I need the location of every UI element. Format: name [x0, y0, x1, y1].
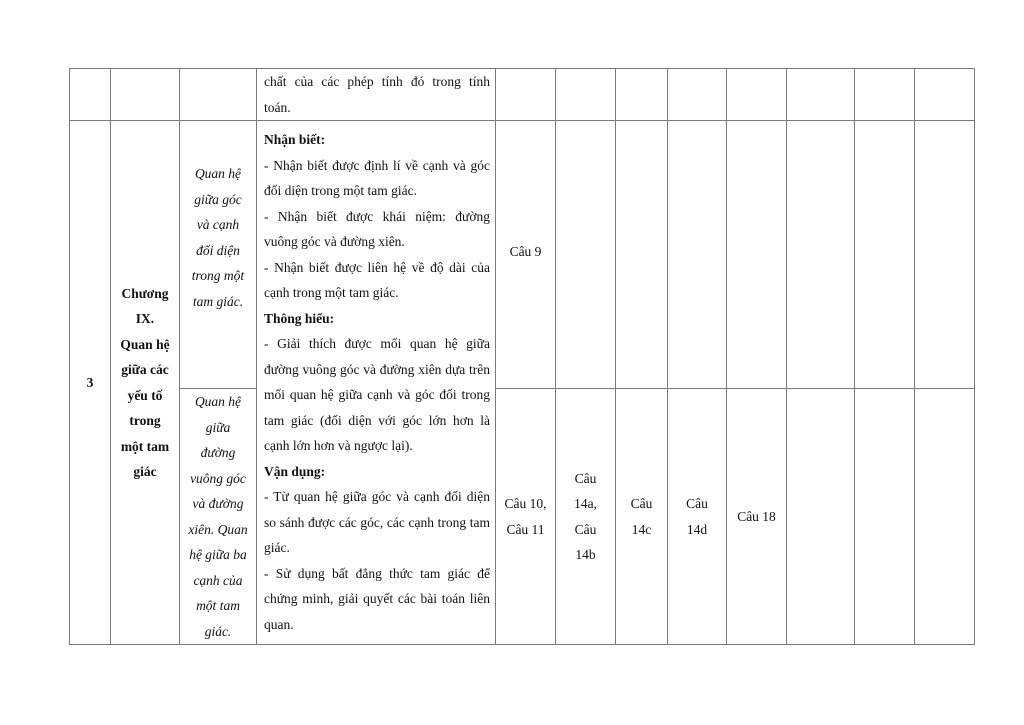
matrix-table	[69, 68, 975, 645]
topic-line: Quan hệ	[194, 394, 242, 409]
cell-empty	[668, 69, 727, 121]
chapter-line: yếu tố	[127, 387, 163, 403]
cell-stt: 3	[70, 121, 111, 645]
topic-line: và đường	[192, 496, 244, 511]
question-line: Câu	[574, 521, 597, 537]
cell-empty	[496, 69, 556, 121]
content-item: - Giải thích được mối quan hệ giữa đường vuông góc và đường xiên dựa trên mối quan hệ giữa cạnh và góc đối trong tam giác (đối diện với góc lớn hơn là cạnh lớn hơn và ngược lại).	[264, 336, 490, 453]
cell-empty	[556, 121, 616, 389]
question-line: 14c	[631, 521, 652, 537]
topic-line: giữa	[205, 419, 231, 435]
chapter-line: giữa các	[121, 362, 169, 377]
cell-chapter-empty	[111, 69, 180, 121]
topic-line: một tam	[196, 598, 240, 613]
table-row-continued	[70, 69, 975, 121]
cell-empty	[727, 121, 787, 389]
cell-q-van-dung-cao: Câu 18	[727, 389, 787, 645]
cell-q-nhan-biet-2	[496, 389, 556, 645]
question-line: Câu	[630, 496, 653, 511]
cell-empty	[855, 121, 915, 389]
topic-line: giữa góc	[194, 191, 242, 207]
cell-topic-2	[180, 389, 257, 645]
table-row-3a	[70, 121, 975, 389]
cell-empty	[787, 121, 855, 389]
topic-line: giác.	[204, 623, 232, 639]
topic-line: và cạnh	[196, 217, 240, 232]
chapter-line: Chương	[121, 285, 169, 301]
cell-topic-1	[180, 121, 257, 389]
cell-empty	[556, 69, 616, 121]
topic-line: trong một	[191, 268, 245, 283]
heading-thong-hieu: Thông hiểu:	[264, 310, 335, 326]
cell-empty	[787, 389, 855, 645]
chapter-line: Quan hệ	[120, 336, 170, 352]
cell-empty	[855, 69, 915, 121]
content-line: toán.	[264, 99, 291, 115]
content-line: chất của các phép tính đó trong tính	[264, 74, 490, 89]
chapter-line: IX.	[135, 311, 155, 326]
cell-q-van-dung-1	[616, 389, 668, 645]
question-line: 14d	[686, 521, 708, 537]
question-line: 14b	[575, 547, 596, 562]
topic-line: Quan hệ	[194, 166, 242, 181]
cell-q-thong-hieu-2	[556, 389, 616, 645]
topic-line: vuông góc	[190, 470, 246, 486]
cell-content-continued	[257, 69, 496, 121]
cell-topic-empty	[180, 69, 257, 121]
topic-line: cạnh của	[193, 572, 243, 588]
cell-empty	[616, 121, 668, 389]
content-item: - Nhận biết được định lí về cạnh và góc đối diện trong một tam giác.	[264, 157, 490, 198]
cell-empty	[915, 69, 975, 121]
topic-line: đối diện	[196, 242, 240, 258]
cell-empty	[787, 69, 855, 121]
cell-empty	[616, 69, 668, 121]
topic-line: hệ giữa ba	[189, 547, 247, 562]
cell-content-requirements	[257, 121, 496, 645]
question-line: Câu	[686, 496, 708, 511]
cell-q-nhan-biet: Câu 9	[496, 121, 556, 389]
topic-line: tam giác.	[192, 293, 244, 309]
chapter-line: một tam	[120, 438, 170, 454]
question-line: Câu	[574, 470, 597, 486]
question-line: 14a,	[574, 496, 597, 511]
question-line: Câu 11	[506, 521, 545, 537]
topic-line: đường	[200, 445, 236, 460]
cell-empty	[855, 389, 915, 645]
topic-line: xiên. Quan	[188, 521, 248, 537]
content-item: - Sử dụng bất đẳng thức tam giác để chứng minh, giải quyết các bài toán liên quan.	[264, 565, 490, 632]
content-item: - Từ quan hệ giữa góc và cạnh đối diện so sánh được các góc, các cạnh trong tam giác.	[264, 489, 490, 555]
cell-empty	[915, 389, 975, 645]
cell-empty	[727, 69, 787, 121]
content-item: - Nhận biết được khái niệm: đường vuông góc và đường xiên.	[264, 208, 490, 249]
heading-van-dung: Vận dụng:	[264, 463, 326, 479]
cell-q-van-dung-2	[668, 389, 727, 645]
table-row-3b	[70, 389, 975, 645]
question-line: Câu 10,	[504, 496, 547, 511]
chapter-line: trong	[129, 413, 161, 428]
cell-chapter	[111, 121, 180, 645]
cell-empty	[915, 121, 975, 389]
heading-nhan-biet: Nhận biết:	[264, 132, 326, 147]
cell-stt-empty	[70, 69, 111, 121]
content-item: - Nhận biết được liên hệ về độ dài của cạnh trong một tam giác.	[264, 259, 490, 300]
chapter-line: giác	[133, 464, 157, 479]
cell-empty	[668, 121, 727, 389]
